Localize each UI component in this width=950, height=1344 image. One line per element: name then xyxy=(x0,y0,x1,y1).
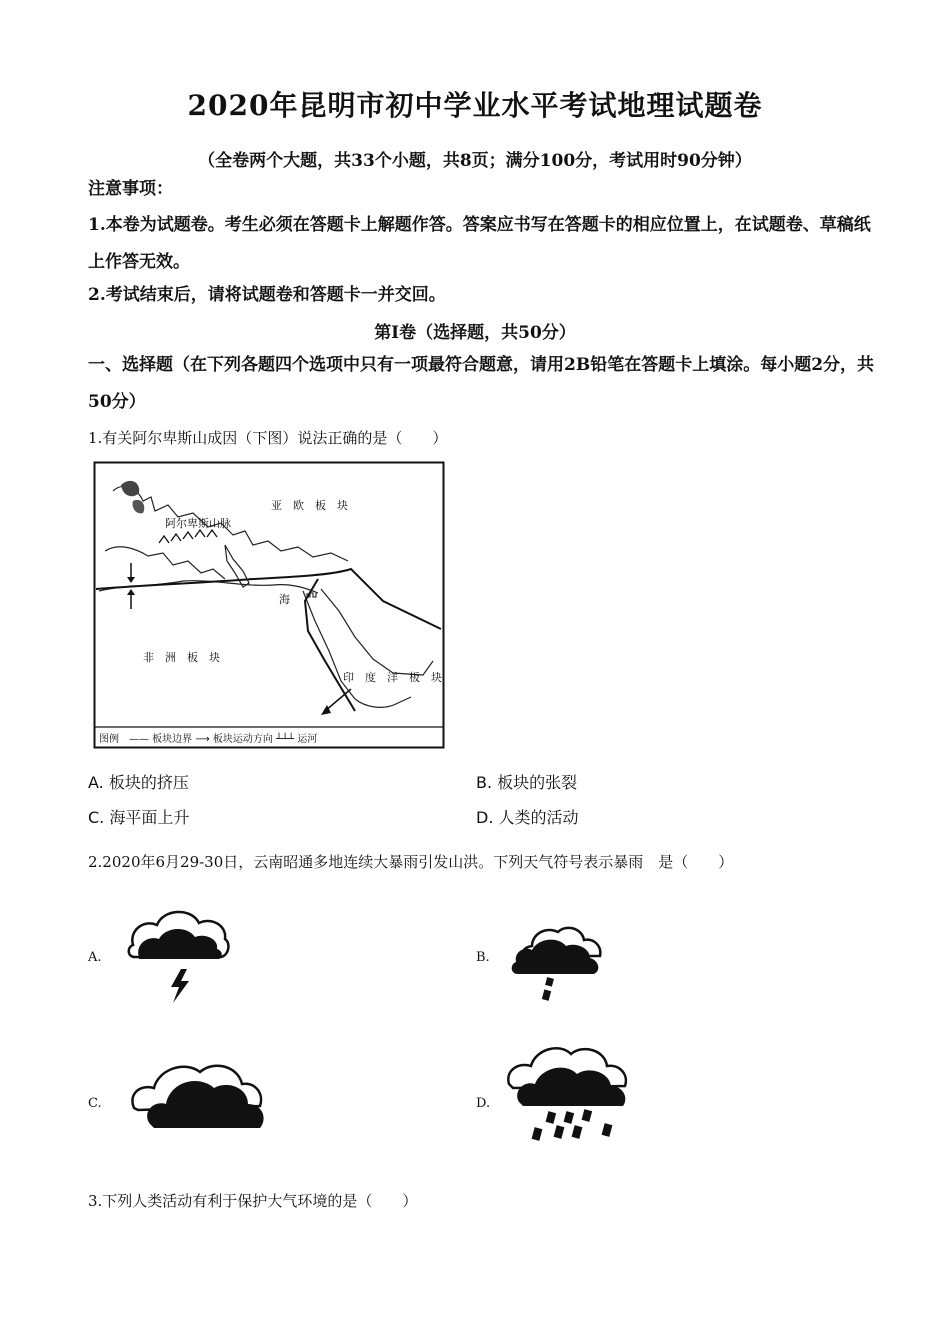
q1-option-a-letter: A. xyxy=(88,773,104,792)
map-legend: 图例 —— 板块边界 ⟶ 板块运动方向 ┴┴┴ 运河 xyxy=(99,734,318,745)
q1-option-c[interactable] xyxy=(88,805,189,828)
note-1: 1.本卷为试题卷。考生必须在答题卡上解题作答。答案应书写在答题卡的相应位置上，在试题卷、草稿纸上作答无效。 xyxy=(88,215,871,272)
section-title: 第Ⅰ卷（选择题，共50分） xyxy=(374,323,576,343)
exam-title: 2020年昆明市初中学业水平考试地理试题卷 xyxy=(187,89,763,122)
q2-option-b-letter[interactable]: B. xyxy=(476,950,490,965)
question-2-stem: 2.2020年6月29-30日，云南昭通多地连续大暴雨引发山洪。下列天气符号表示暴雨 是（ ） xyxy=(88,853,734,871)
q1-option-a-text: 板块的挤压 xyxy=(108,773,189,792)
light-rain-icon[interactable] xyxy=(510,920,610,1010)
label-sea: 海 xyxy=(279,593,290,606)
question-3-stem: 3.下列人类活动有利于保护大气环境的是（ ） xyxy=(88,1192,418,1210)
q1-option-a[interactable] xyxy=(88,770,189,793)
q2-option-c-letter[interactable]: C. xyxy=(88,1096,102,1111)
q1-option-b[interactable] xyxy=(476,770,577,793)
notes-title: 注意事项： xyxy=(88,179,173,199)
q1-option-c-letter: C. xyxy=(88,808,105,827)
part-one-instructions: 一、选择题（在下列各题四个选项中只有一项最符合题意，请用2B铅笔在答题卡上填涂。每小题2分，共50分） xyxy=(88,355,875,412)
exam-subtitle: （全卷两个大题，共33个小题，共8页；满分100分，考试用时90分钟） xyxy=(198,151,752,171)
q1-option-b-text: 板块的张裂 xyxy=(497,773,578,792)
label-eurasian-plate: 亚 欧 板 块 xyxy=(271,499,348,512)
q1-option-d[interactable] xyxy=(476,805,579,828)
q2-option-d-letter[interactable]: D. xyxy=(476,1096,491,1111)
thunderstorm-icon[interactable] xyxy=(125,905,235,1005)
q2-option-a-letter[interactable]: A. xyxy=(88,950,102,965)
q1-option-d-letter: D. xyxy=(476,808,494,827)
q1-option-c-text: 海平面上升 xyxy=(109,808,190,827)
plate-map-figure xyxy=(93,461,445,749)
question-1-stem: 1.有关阿尔卑斯山成因（下图）说法正确的是（ ） xyxy=(88,429,448,447)
note-2: 2.考试结束后，请将试题卷和答题卡一并交回。 xyxy=(88,285,446,305)
q1-option-d-text: 人类的活动 xyxy=(498,808,579,827)
overcast-icon[interactable] xyxy=(128,1052,268,1137)
q1-option-b-letter: B. xyxy=(476,773,493,792)
label-african-plate: 非 洲 板 块 xyxy=(143,651,220,664)
plate-map xyxy=(93,461,445,749)
heavy-rain-icon[interactable] xyxy=(505,1040,635,1150)
label-alps: 阿尔卑斯山脉 xyxy=(165,517,231,530)
label-indian-ocean-plate: 印 度 洋 板 块 xyxy=(343,671,442,684)
